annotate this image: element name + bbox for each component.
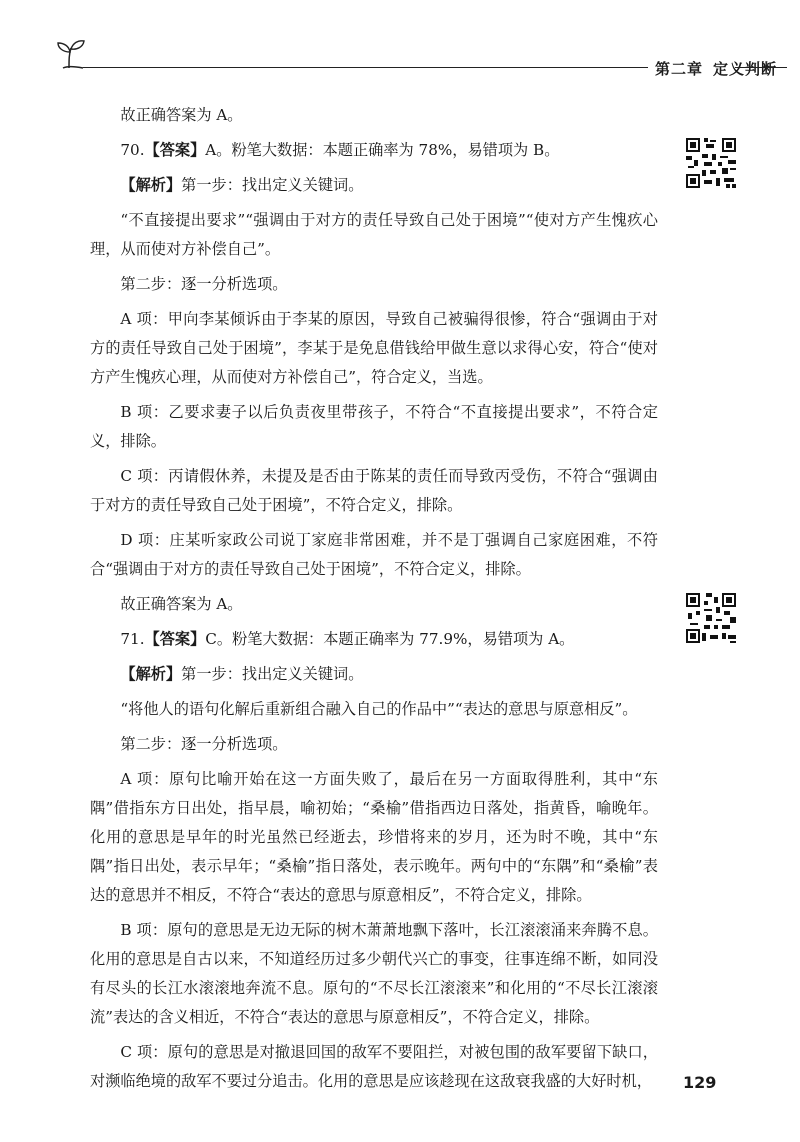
answer-line: 71.【答案】C。粉笔大数据：本题正确率为 77.9%，易错项为 A。 (120, 630, 575, 648)
paragraph: C 项：原句的意思是对撤退回国的敌军不要阻拦，对被包围的敌军要留下缺口，对濒临绝境的敌军不要过分追击。化用的意思是应该趁现在这敌衰我盛的大好时机， (90, 1043, 658, 1090)
chapter-title: 定义判断 (713, 60, 778, 78)
paragraph: A 项：原句比喻开始在这一方面失败了，最后在另一方面取得胜利，其中“东隅”借指东方日出处，指早晨，喻初始；“桑榆”借指西边日落处，指黄昏，喻晚年。化用的意思是早年的时光虽然已经逝去，珍惜将来的岁月，还为时不晚，其中“东隅”指日出处，表示早年；“桑榆”指日落处，表示晚年。两句中的“东隅”和“桑榆”表达的意思并不相反，不符合“表达的意思与原意相反”，不符合定义，排除。 (90, 770, 658, 904)
paragraph: 故正确答案为 A。 (120, 595, 243, 613)
page-number: 129 (683, 1073, 717, 1092)
page-body (90, 101, 658, 1102)
paragraph: A 项：甲向李某倾诉由于李某的原因，导致自己被骗得很惨，符合“强调由于对方的责任导致自己处于困境”，李某于是免息借钱给甲做生意以求得心安，符合“使对方产生愧疚心理，从而使对方补偿自己”，符合定义，当选。 (90, 310, 658, 386)
analysis-line: 【解析】第一步：找出定义关键词。 (120, 176, 364, 194)
qr-code-icon (684, 591, 738, 645)
sprout-icon (55, 38, 89, 76)
paragraph: B 项：乙要求妻子以后负责夜里带孩子，不符合“不直接提出要求”，不符合定义，排除。 (90, 403, 658, 450)
header-rule-right (735, 67, 787, 68)
paragraph: 第二步：逐一分析选项。 (120, 275, 288, 293)
paragraph: 第二步：逐一分析选项。 (120, 735, 288, 753)
chapter-heading (655, 58, 777, 79)
paragraph: “不直接提出要求”“强调由于对方的责任导致自己处于困境”“使对方产生愧疚心理，从而使对方补偿自己”。 (90, 211, 658, 258)
answer-label: 【答案】 (144, 630, 206, 648)
answer-line: 70.【答案】A。粉笔大数据：本题正确率为 78%，易错项为 B。 (120, 141, 560, 159)
header-rule-left (83, 67, 648, 68)
chapter-number: 第二章 (655, 60, 704, 78)
analysis-label: 【解析】 (120, 665, 182, 683)
paragraph: 故正确答案为 A。 (120, 106, 243, 124)
paragraph: “将他人的语句化解后重新组合融入自己的作品中”“表达的意思与原意相反”。 (120, 700, 638, 718)
analysis-line: 【解析】第一步：找出定义关键词。 (120, 665, 364, 683)
page-header (55, 38, 786, 78)
analysis-label: 【解析】 (120, 176, 182, 194)
qr-code-icon (684, 136, 738, 190)
answer-label: 【答案】 (144, 141, 206, 159)
paragraph: B 项：原句的意思是无边无际的树木萧萧地飘下落叶，长江滚滚涌来奔腾不息。化用的意思是自古以来，不知道经历过多少朝代兴亡的事变，往事连绵不断，如同没有尽头的长江水滚滚地奔流不息。原句的“不尽长江滚滚来”和化用的“不尽长江滚滚流”表达的含义相近，不符合“表达的意思与原意相反”，不符合定义，排除。 (90, 921, 658, 1026)
paragraph: C 项：丙请假休养，未提及是否由于陈某的责任而导致丙受伤，不符合“强调由于对方的责任导致自己处于困境”，不符合定义，排除。 (90, 467, 658, 514)
paragraph: D 项：庄某听家政公司说丁家庭非常困难，并不是丁强调自己家庭困难，不符合“强调由于对方的责任导致自己处于困境”，不符合定义，排除。 (90, 531, 658, 578)
